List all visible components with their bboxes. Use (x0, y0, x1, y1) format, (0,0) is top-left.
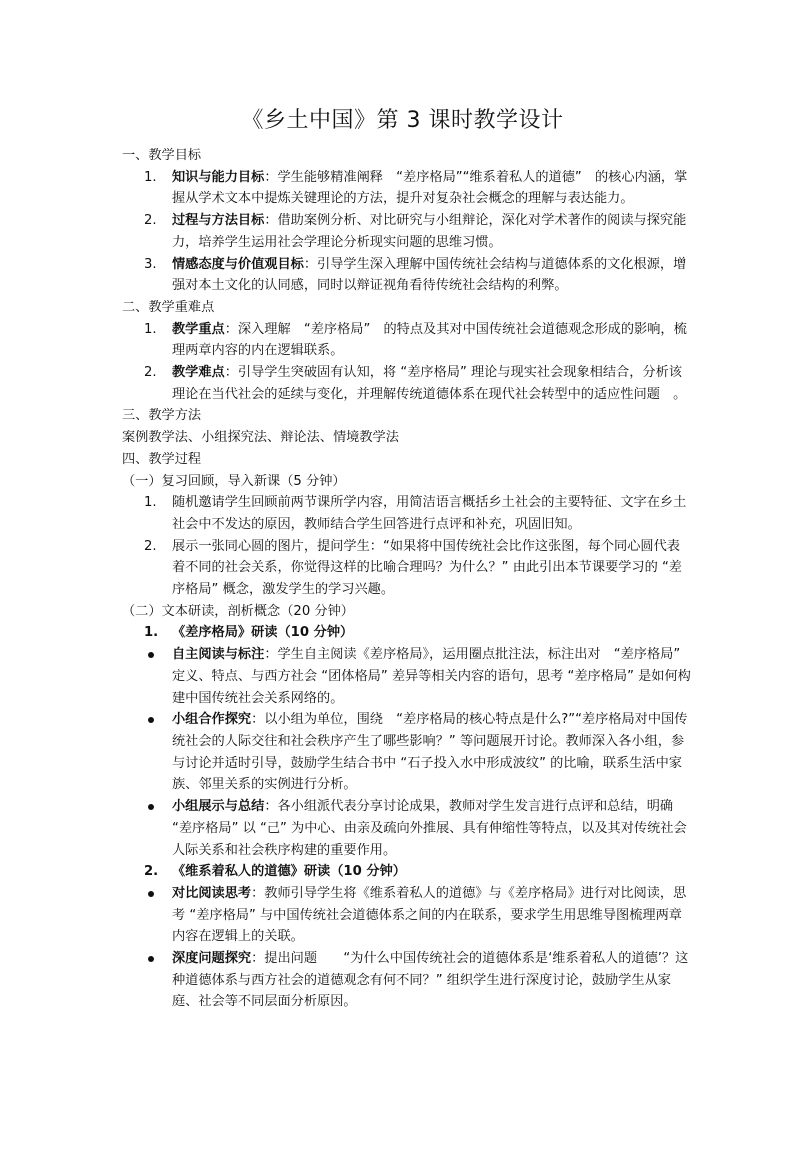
document-body (122, 145, 692, 1013)
bullet-label: 自主阅读与标注 (172, 647, 265, 663)
item-text: ：学生能够精准阐释 “差序格局”“维系着私人的道德” 的核心内涵，掌握从学术文本中提炼关键理论的方法，提升对复杂社会概念的理解与表达能力。 (172, 169, 688, 207)
item-label: 过程与方法目标 (172, 213, 265, 229)
item-label: 教学难点 (172, 365, 225, 381)
bullet-label: 对比阅读思考 (172, 885, 252, 901)
subsection-heading-text-study: （二）文本研读，剖析概念（20 分钟） (122, 603, 354, 619)
bullet-item (122, 644, 692, 709)
section-heading-key-points: 二、教学重难点 (122, 299, 215, 315)
sub-topic-heading (122, 622, 692, 644)
section-heading-methods: 三、教学方法 (122, 408, 202, 424)
item-number: 2. (144, 365, 157, 381)
item-text: ：借助案例分析、对比研究与小组辩论，深化对学术著作的阅读与探究能力，培养学生运用社会学理论分析现实问题的思维习惯。 (172, 213, 687, 250)
bullet-text: ：提出问题 “为什么中国传统社会的道德体系是‘维系着私人的道德’？这种道德体系与西方社会的道德观念有何不同？” 组织学生进行深度讨论，鼓励学生从家庭、社会等不同层面分析原因。 (172, 951, 689, 1010)
item-number: 1. (144, 495, 157, 511)
bullet-text: ：各小组派代表分享讨论成果，教师对学生发言进行点评和总结，明确 “差序格局” 以 “己” 为中心、由亲及疏向外推展、具有伸缩性等特点，以及其对传统社会人际关系和社会秩序构建的重要作用。 (172, 799, 687, 858)
subsection-heading-review: （一）复习回顾，导入新课（5 分钟） (122, 473, 346, 489)
bullet-item (122, 883, 692, 948)
item-text: ：引导学生突破固有认知，将 “差序格局” 理论与现实社会现象相结合，分析该理论在当代社会的延续与变化，并理解传统道德体系在现代社会转型中的适应性问题 。 (172, 365, 687, 402)
item-text: 展示一张同心圆的图片，提问学生：“如果将中国传统社会比作这张图，每个同心圆代表着不同的社会关系，你觉得这样的比喻合理吗？为什么？” 由此引出本节课要学习的 “差序格局” 概念，激发学生的学习兴趣。 (172, 538, 682, 598)
sub-topic-title: 《维系着私人的道德》研读（10 分钟） (172, 864, 406, 880)
list-item (122, 210, 692, 253)
list-item (122, 362, 692, 405)
list-item (122, 492, 692, 535)
bullet-dot-icon (148, 804, 154, 810)
methods-text: 案例教学法、小组探究法、辩论法、情境教学法 (122, 430, 399, 446)
sub-topic-title: 《差序格局》研读（10 分钟） (172, 625, 354, 641)
list-item (122, 254, 692, 297)
bullet-label: 小组展示与总结 (172, 799, 265, 815)
bullet-label: 深度问题探究 (172, 951, 252, 967)
sub-topic-heading (122, 861, 692, 883)
bullet-dot-icon (148, 652, 154, 658)
bullet-item (122, 709, 692, 796)
section-heading-process: 四、教学过程 (122, 451, 202, 467)
page-title: 《乡土中国》第 3 课时教学设计 (241, 108, 564, 133)
bullet-text: ：以小组为单位，围绕 “差序格局的核心特点是什么?”“差序格局对中国传统社会的人际交往和社会秩序产生了哪些影响？” 等问题展开讨论。教师深入各小组，参与讨论并适时引导，鼓励学生结合书中 “石子投入水中形成波纹” 的比喻，联系生活中家族、邻里关系的实例进行分析。 (172, 712, 688, 793)
item-label: 知识与能力目标 (172, 169, 265, 185)
item-number: 1. (144, 169, 157, 185)
bullet-text: ：学生自主阅读《差序格局》，运用圈点批注法，标注出对 “差序格局” 定义、特点、与西方社会 “团体格局” 差异等相关内容的语句，思考 “差序格局” 是如何构建中国传统社会关系网络的。 (172, 647, 691, 706)
item-number: 3. (144, 256, 157, 272)
item-text: ：深入理解 “差序格局” 的特点及其对中国传统社会道德观念形成的影响，梳理两章内容的内在逻辑联系。 (172, 321, 687, 359)
item-number: 1. (144, 625, 159, 641)
item-number: 2. (144, 538, 157, 554)
bullet-dot-icon (148, 956, 154, 962)
list-item (122, 319, 692, 362)
bullet-dot-icon (148, 717, 154, 723)
bullet-item (122, 948, 692, 1013)
bullet-dot-icon (148, 891, 154, 897)
item-number: 1. (144, 321, 157, 337)
item-label: 情感态度与价值观目标 (172, 256, 304, 272)
bullet-label: 小组合作探究 (172, 712, 252, 728)
item-label: 教学重点 (172, 321, 225, 337)
bullet-text: ：教师引导学生将《维系着私人的道德》与《差序格局》进行对比阅读，思考 “差序格局” 与中国传统社会道德体系之间的内在联系，要求学生用思维导图梳理两章内容在逻辑上的关联。 (172, 885, 687, 945)
list-item (122, 536, 692, 601)
item-text: 随机邀请学生回顾前两节课所学内容，用简洁语言概括乡土社会的主要特征、文字在乡土社会中不发达的原因，教师结合学生回答进行点评和补充，巩固旧知。 (172, 495, 687, 532)
item-text: ：引导学生深入理解中国传统社会结构与道德体系的文化根源，增强对本土文化的认同感，同时以辩证视角看待传统社会结构的利弊。 (172, 256, 687, 294)
item-number: 2. (144, 864, 159, 880)
section-heading-objectives: 一、教学目标 (122, 148, 202, 163)
bullet-item (122, 796, 692, 861)
item-number: 2. (144, 213, 157, 229)
list-item (122, 167, 692, 210)
